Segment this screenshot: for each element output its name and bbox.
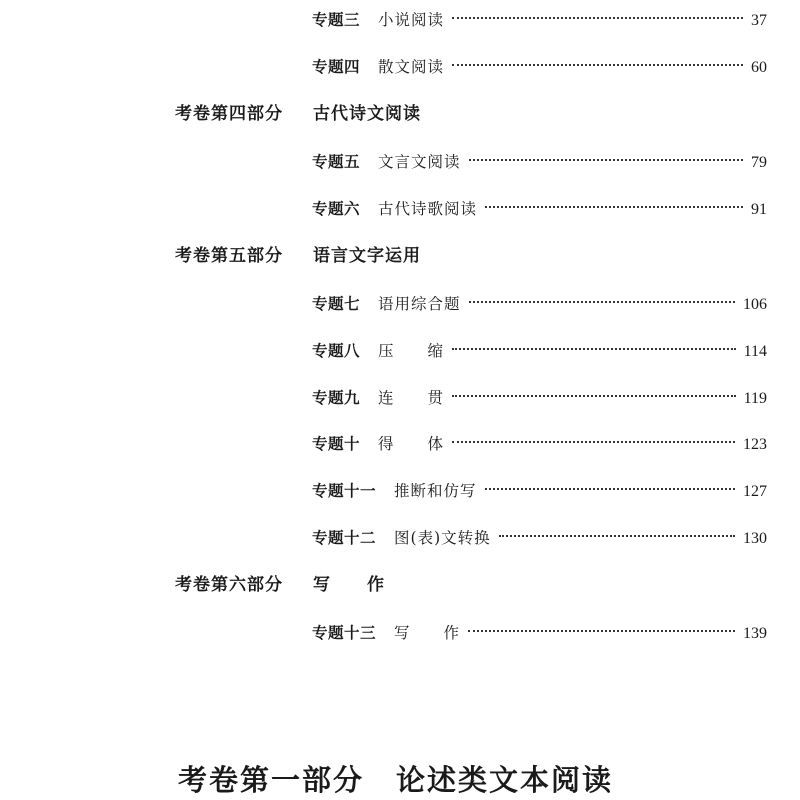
page-number: 106 xyxy=(743,296,767,313)
topic-number: 专题七 xyxy=(312,295,361,313)
toc-entry[interactable] xyxy=(312,523,767,553)
toc-entry[interactable] xyxy=(312,429,767,459)
topic-title: 连 贯 xyxy=(378,389,445,407)
page-number: 91 xyxy=(751,201,767,218)
dot-leader xyxy=(452,395,736,397)
topic-number: 专题十 xyxy=(312,435,361,453)
topic-number: 专题六 xyxy=(312,200,361,218)
topic-number: 专题五 xyxy=(312,153,361,171)
toc-part-heading[interactable] xyxy=(175,99,421,129)
page-number: 114 xyxy=(743,343,767,360)
part-label: 考卷第六部分 xyxy=(175,575,283,595)
chapter-title: 论述类文本阅读 xyxy=(396,763,614,797)
dot-leader xyxy=(452,441,735,443)
dot-leader xyxy=(485,488,735,490)
page-number: 123 xyxy=(743,436,767,453)
topic-number: 专题四 xyxy=(312,58,361,76)
topic-number: 专题三 xyxy=(312,11,361,29)
topic-number: 专题九 xyxy=(312,389,361,407)
topic-number: 专题十二 xyxy=(312,529,377,547)
topic-title: 语用综合题 xyxy=(378,295,461,313)
part-title: 语言文字运用 xyxy=(313,246,421,266)
toc-entry[interactable] xyxy=(312,147,767,177)
topic-title: 推断和仿写 xyxy=(394,482,477,500)
page-number: 79 xyxy=(751,154,767,171)
chapter-part-label: 考卷第一部分 xyxy=(178,763,365,797)
toc-part-heading[interactable] xyxy=(175,570,385,600)
page-number: 130 xyxy=(743,530,767,547)
topic-title: 小说阅读 xyxy=(378,11,445,29)
chapter-heading xyxy=(178,760,613,800)
dot-leader xyxy=(452,64,743,66)
topic-title: 压 缩 xyxy=(378,342,445,360)
dot-leader xyxy=(452,348,736,350)
toc-part-heading[interactable] xyxy=(175,241,421,271)
topic-number: 专题十三 xyxy=(312,624,377,642)
toc-entry[interactable] xyxy=(312,476,767,506)
topic-number: 专题八 xyxy=(312,342,361,360)
part-title: 古代诗文阅读 xyxy=(313,104,421,124)
toc-entry[interactable] xyxy=(312,52,767,82)
dot-leader xyxy=(452,17,743,19)
topic-number: 专题十一 xyxy=(312,482,377,500)
dot-leader xyxy=(468,630,735,632)
dot-leader xyxy=(469,159,743,161)
part-label: 考卷第五部分 xyxy=(175,246,283,266)
toc-entry[interactable] xyxy=(312,618,767,648)
toc-entry[interactable] xyxy=(312,5,767,35)
dot-leader xyxy=(485,206,743,208)
topic-title: 得 体 xyxy=(378,435,445,453)
topic-title: 古代诗歌阅读 xyxy=(378,200,478,218)
page-number: 127 xyxy=(743,483,767,500)
dot-leader xyxy=(499,535,735,537)
topic-title: 文言文阅读 xyxy=(378,153,461,171)
toc-entry[interactable] xyxy=(312,194,767,224)
dot-leader xyxy=(469,301,735,303)
page-number: 139 xyxy=(743,625,767,642)
page-number: 119 xyxy=(743,390,767,407)
page-number: 37 xyxy=(751,12,767,29)
part-title: 写 作 xyxy=(313,575,385,595)
topic-title: 散文阅读 xyxy=(378,58,445,76)
toc-entry[interactable] xyxy=(312,289,767,319)
topic-title: 写 作 xyxy=(394,624,461,642)
toc-entry[interactable] xyxy=(312,383,767,413)
page-number: 60 xyxy=(751,59,767,76)
topic-title: 图(表)文转换 xyxy=(394,529,491,547)
part-label: 考卷第四部分 xyxy=(175,104,283,124)
toc-entry[interactable] xyxy=(312,336,767,366)
